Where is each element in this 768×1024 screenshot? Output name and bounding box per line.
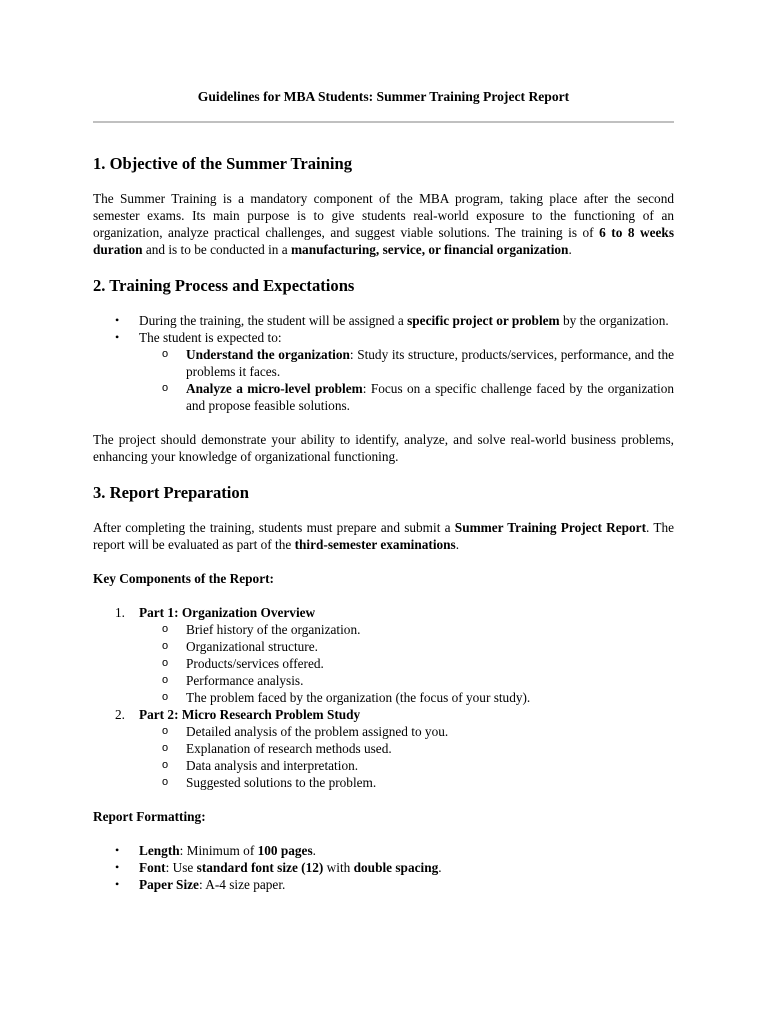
list-item [93,706,674,723]
bullet-marker: • [115,330,120,344]
document-flow [93,154,674,893]
section-2-heading: 2. Training Process and Expectations [93,276,355,295]
title-divider [93,121,674,123]
sub-list-item [93,689,674,706]
text-run: . [455,537,460,552]
sub-bullet-marker: o [162,725,169,737]
bold-run: Report Formatting: [93,809,206,824]
sub-bullet-marker: o [162,742,169,754]
text-run: Organizational structure. [186,639,318,654]
bold-run: Paper Size [139,877,199,892]
sub-bullet-marker: o [162,348,169,360]
list-item [93,859,674,876]
text-run: Brief history of the organization. [186,622,361,637]
bold-run: double spacing [353,860,439,875]
number-marker: 1. [115,605,125,620]
text-run: Explanation of research methods used. [186,741,392,756]
sub-bullet-marker: o [162,623,169,635]
text-run: Performance analysis. [186,673,304,688]
section-1-paragraph [93,190,674,258]
section-1-heading: 1. Objective of the Summer Training [93,154,353,173]
text-run: . The report will be evaluated as part of the [93,520,675,552]
sub-bullet-marker: o [162,759,169,771]
text-run: The problem faced by the organization (the focus of your study). [186,690,531,705]
bold-run: Length [139,843,180,858]
list-item [93,842,674,859]
bold-run: Part 2: Micro Research Problem Study [139,707,361,722]
text-run: : Use [165,860,197,875]
sub-list-item [93,346,674,380]
bold-run: specific project or problem [407,313,560,328]
report-formatting-heading [93,808,674,825]
text-run: Suggested solutions to the problem. [186,775,377,790]
sub-list-item [93,672,674,689]
text-run: . [438,860,442,875]
bold-run: 6 to 8 weeks duration [93,225,674,257]
text-run: During the training, the student will be assigned a [139,313,408,328]
text-run: The Summer Training is a mandatory component of the MBA program, taking place after the second semester exams. Its main purpose is to give students real-world exposure to the functioning of an organization, analyze practical challenges, and suggest viable solutions. The training is of [93,191,674,240]
text-run: The student is expected to: [139,330,282,345]
bold-run: manufacturing, service, or financial organization [290,242,569,257]
text-run: Products/services offered. [186,656,324,671]
list-item [93,312,674,329]
training-process-list [93,312,674,414]
text-run: After completing the training, students must prepare and submit a [93,520,455,535]
key-components-list [93,604,674,791]
sub-bullet-marker: o [162,640,169,652]
sub-bullet-marker: o [162,776,169,788]
bold-run: Part 1: Organization Overview [139,605,316,620]
bullet-marker: • [115,843,120,857]
bold-run: Analyze a micro-level problem [186,381,363,396]
text-run: : Study its structure, products/services, performance, and the problems it faces. [186,347,674,379]
list-item [93,604,674,621]
sub-list-item [93,621,674,638]
sub-bullet-marker: o [162,674,169,686]
bold-run: Understand the organization [186,347,350,362]
number-marker: 2. [115,707,125,722]
bold-run: 100 pages [257,843,313,858]
sub-bullet-marker: o [162,382,169,394]
bullet-marker: • [115,860,120,874]
sub-list-item [93,655,674,672]
bold-run: Font [139,860,166,875]
list-item [93,329,674,346]
sub-list-item [93,774,674,791]
text-run: : A-4 size paper. [198,877,286,892]
report-formatting-list [93,842,674,893]
sub-bullet-marker: o [162,691,169,703]
bullet-marker: • [115,877,120,891]
text-run: with [323,860,354,875]
sub-list-item [93,757,674,774]
bold-run: Summer Training Project Report [454,520,647,535]
text-run: and is to be conducted in a [142,242,291,257]
section-3-paragraph [93,519,674,553]
sub-list-item [93,380,674,414]
section-2-paragraph: The project should demonstrate your ability to identify, analyze, and solve real-world business problems, enhancing your knowledge of organizational functioning. [93,432,674,464]
key-components-heading [93,570,674,587]
sub-list-item [93,740,674,757]
sub-list-item [93,723,674,740]
text-run: . [312,843,316,858]
list-item [93,876,674,893]
text-run: : Minimum of [179,843,258,858]
sub-bullet-marker: o [162,657,169,669]
sub-list-item [93,638,674,655]
text-run: : Focus on a specific challenge faced by the organization and propose feasible solutions. [186,381,674,413]
bold-run: Key Components of the Report: [93,571,274,586]
section-3-heading: 3. Report Preparation [93,483,249,502]
bold-run: standard font size (12) [196,860,324,875]
text-run: by the organization. [559,313,669,328]
text-run: Data analysis and interpretation. [186,758,359,773]
text-run: . [568,242,572,257]
document-title: Guidelines for MBA Students: Summer Training Project Report [197,89,570,104]
text-run: Detailed analysis of the problem assigned to you. [186,724,449,739]
bullet-marker: • [115,313,120,327]
bold-run: third-semester examinations [294,537,456,552]
